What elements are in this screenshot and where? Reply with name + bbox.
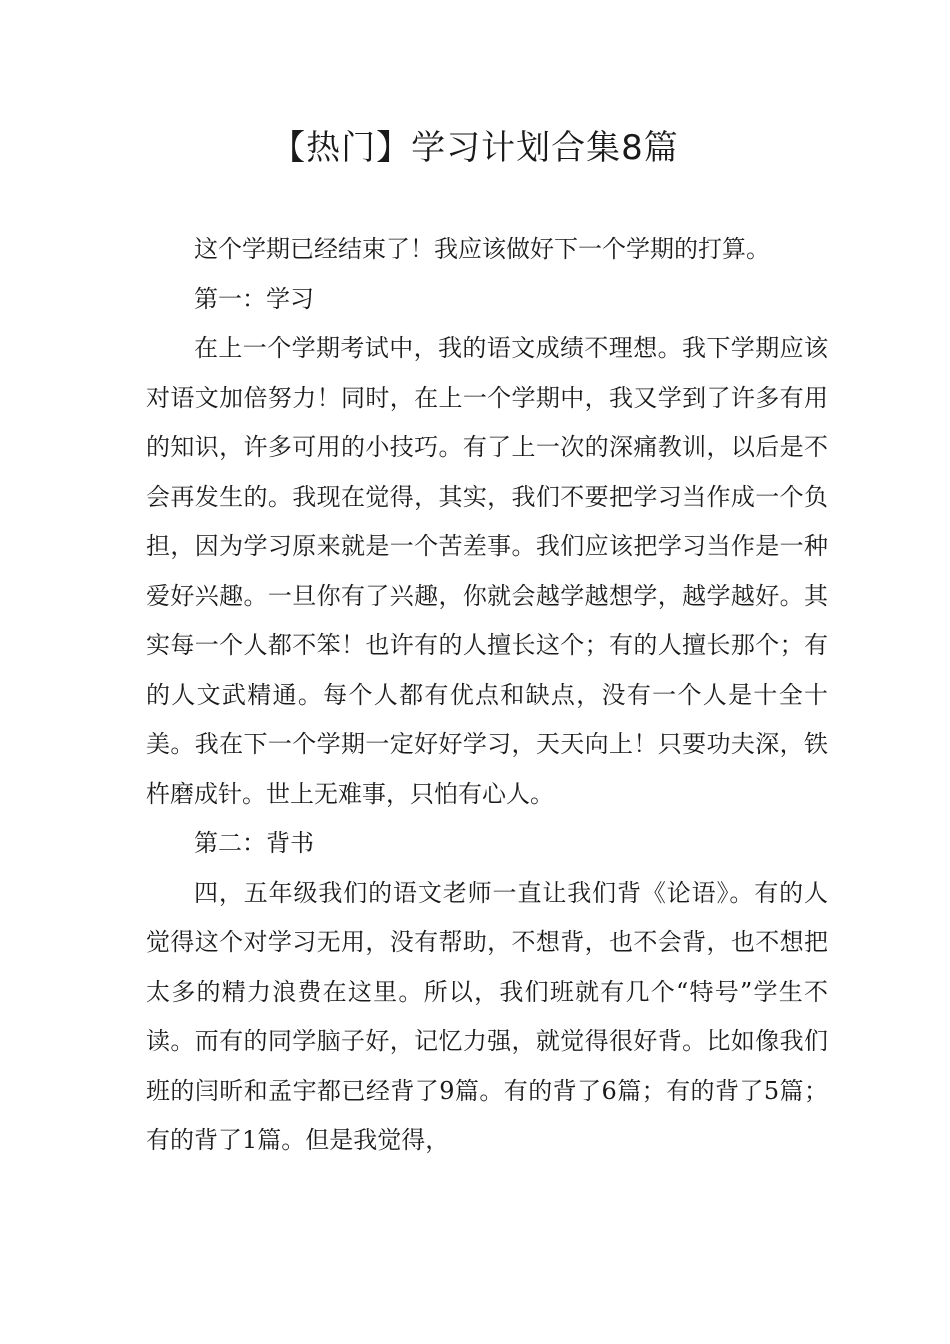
section-heading-recitation: 第二：背书 <box>194 829 314 857</box>
document-title: 【热门】学习计划合集8篇 <box>271 128 679 168</box>
document-body <box>146 225 828 1166</box>
paragraph-intro: 这个学期已经结束了！我应该做好下一个学期的打算。 <box>194 235 770 263</box>
paragraph-study: 在上一个学期考试中，我的语文成绩不理想。我下学期应该对语文加倍努力！同时，在上一个学期中，我又学到了许多有用的知识，许多可用的小技巧。有了上一次的深痛教训，以后是不会再发生的。我现在觉得，其实，我们不要把学习当作成一个负担，因为学习原来就是一个苦差事。我们应该把学习当作是一种爱好兴趣。一旦你有了兴趣，你就会越学越想学，越学越好。其实每一个人都不笨！也许有的人擅长这个；有的人擅长那个；有的人文武精通。每个人都有优点和缺点，没有一个人是十全十美。我在下一个学期一定好好学习，天天向上！只要功夫深，铁杵磨成针。世上无难事，只怕有心人。 <box>146 334 828 808</box>
section-heading-study: 第一：学习 <box>194 284 314 313</box>
paragraph-recitation: 四，五年级我们的语文老师一直让我们背《论语》。有的人觉得这个对学习无用，没有帮助，不想背，也不会背，也不想把太多的精力浪费在这里。所以，我们班就有几个“特号”学生不读。而有的同学脑子好，记忆力强，就觉得很好背。比如像我们班的闫昕和孟宇都已经背了9篇。有的背了6篇；有的背了5篇；有的背了1篇。但是我觉得， <box>146 878 828 1154</box>
